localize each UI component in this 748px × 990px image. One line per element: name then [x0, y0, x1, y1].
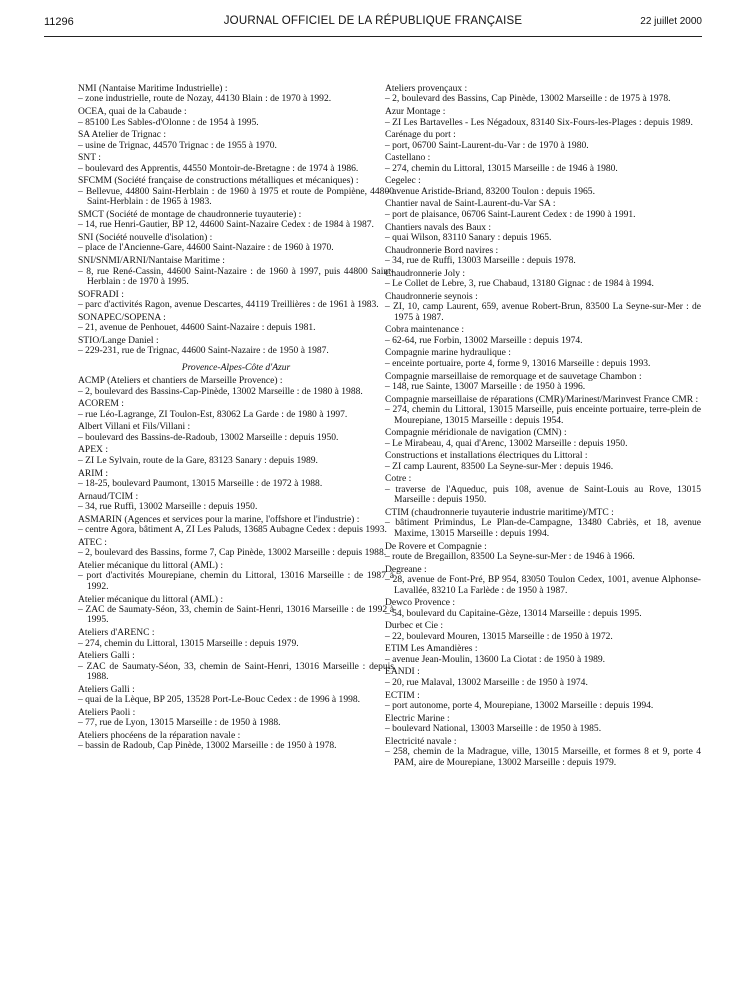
company-entry: [385, 176, 701, 197]
company-name: Carénage du port :: [385, 129, 456, 141]
company-address: – 8, rue René-Cassin, 44600 Saint-Nazaire : de 1960 à 1997, puis 44800 Saint-Herblain : de 1970 à 1995.: [78, 265, 394, 288]
company-entry: [78, 628, 394, 649]
company-address: – 2, boulevard des Bassins, Cap Pinède, 13002 Marseille : de 1975 à 1978.: [385, 93, 671, 105]
company-entry: [385, 269, 701, 290]
company-name: Atelier mécanique du littoral (AML) :: [78, 593, 224, 605]
company-address: – port de plaisance, 06706 Saint-Laurent Cedex : de 1990 à 1991.: [385, 208, 636, 220]
company-address: – zone industrielle, route de Nozay, 44130 Blain : de 1970 à 1992.: [78, 93, 332, 105]
company-entry: [78, 399, 394, 420]
company-address: – Bellevue, 44800 Saint-Herblain : de 1960 à 1975 et route de Pompiène, 44800 Saint-Herblain : de 1965 à 1983.: [78, 185, 394, 208]
company-name: SONAPEC/SOPENA :: [78, 311, 166, 323]
company-address: – 258, chemin de la Madrague, ville, 13015 Marseille, et formes 8 et 9, porte 4 PAM, aire de Mourepiane, 13002 Marseille : depuis 1979.: [385, 746, 701, 768]
company-name: Durbec et Cie :: [385, 620, 444, 632]
company-name: Cobra maintenance :: [385, 324, 464, 336]
page-header: [44, 12, 702, 37]
company-address: – 274, chemin du Littoral, 13015 Marseille : de 1946 à 1980.: [385, 162, 618, 174]
company-address: – 274, chemin du Littoral, 13015 Marseille : depuis 1979.: [78, 637, 299, 649]
company-name: De Rovere et Compagnie :: [385, 540, 487, 552]
publication-date: 22 juillet 2000: [640, 16, 702, 27]
company-address: – route de Bregaillon, 83500 La Seyne-sur-Mer : de 1946 à 1966.: [385, 550, 635, 562]
company-entry: [78, 313, 394, 334]
company-entry: [385, 84, 701, 105]
company-entry: [78, 256, 394, 287]
company-entry: [385, 644, 701, 665]
company-address: – boulevard National, 13003 Marseille : de 1950 à 1985.: [385, 723, 602, 735]
company-address: – parc d'activités Ragon, avenue Descartes, 44119 Treillières : de 1961 à 1983.: [78, 299, 379, 311]
company-name: Ateliers provençaux :: [385, 83, 468, 94]
company-address: – 18-25, boulevard Paumont, 13015 Marseille : de 1972 à 1988.: [78, 478, 323, 490]
company-entry: [78, 176, 394, 207]
company-entry: [78, 290, 394, 311]
company-address: – 20, rue Malaval, 13002 Marseille : de 1950 à 1974.: [385, 676, 588, 688]
company-entry: [385, 542, 701, 563]
company-entry: [385, 737, 701, 768]
company-entry: [78, 445, 394, 466]
company-entry: [385, 348, 701, 369]
company-entry: [78, 515, 394, 536]
company-name: Compagnie marseillaise de remorquage et de sauvetage Chambon :: [385, 370, 642, 382]
company-name: Chantiers navals des Baux :: [385, 221, 492, 233]
company-name: NMI (Nantaise Maritime Industrielle) :: [78, 83, 228, 94]
company-name: Castellano :: [385, 152, 431, 164]
company-address: – 14, rue Henri-Gautier, BP 12, 44600 Saint-Nazaire Cedex : de 1984 à 1987.: [78, 219, 374, 231]
company-entry: [385, 153, 701, 174]
company-address: – quai de la Lèque, BP 205, 13528 Port-Le-Bouc Cedex : de 1996 à 1998.: [78, 694, 361, 706]
company-address: – 229-231, rue de Trignac, 44600 Saint-Nazaire : de 1950 à 1987.: [78, 345, 329, 357]
company-address: – enceinte portuaire, porte 4, forme 9, 13016 Marseille : depuis 1993.: [385, 357, 651, 369]
company-name: ATEC :: [78, 536, 107, 548]
company-name: Cegelec :: [385, 175, 421, 187]
company-address: – place de l'Ancienne-Gare, 44600 Saint-Nazaire : de 1960 à 1970.: [78, 242, 334, 254]
company-name: Compagnie marseillaise de réparations (CMR)/Marinest/Marinvest France CMR :: [385, 393, 699, 405]
company-name: CTIM (chaudronnerie tuyauterie industrie maritime)/MTC :: [385, 506, 614, 518]
company-address: – avenue Jean-Moulin, 13600 La Ciotat : de 1950 à 1989.: [385, 653, 606, 665]
journal-title: JOURNAL OFFICIEL DE LA RÉPUBLIQUE FRANÇAISE: [223, 15, 523, 27]
company-name: Arnaud/TCIM :: [78, 490, 139, 502]
company-entry: [78, 685, 394, 706]
company-address: – 54, boulevard du Capitaine-Gèze, 13014 Marseille : depuis 1995.: [385, 607, 642, 619]
company-entry: [385, 508, 701, 539]
company-address: – Le Mirabeau, 4, quai d'Arenc, 13002 Marseille : depuis 1950.: [385, 437, 628, 449]
company-name: SOFRADI :: [78, 288, 124, 300]
company-entry: [78, 376, 394, 397]
company-name: ACOREM :: [78, 398, 124, 410]
company-address: – 2, boulevard des Bassins-Cap-Pinède, 13002 Marseille : de 1980 à 1988.: [78, 385, 363, 397]
company-name: ETIM Les Amandières :: [385, 643, 478, 655]
company-entry: [78, 233, 394, 254]
company-address: – port autonome, porte 4, Mourepiane, 13002 Marseille : depuis 1994.: [385, 699, 654, 711]
company-name: SMCT (Société de montage de chaudronnerie tuyauterie) :: [78, 208, 302, 220]
company-entry: [385, 223, 701, 244]
company-address: – ZAC de Saumaty-Séon, 33, chemin de Saint-Henri, 13016 Marseille : depuis 1988.: [78, 660, 394, 683]
company-name: Ateliers d'ARENC :: [78, 627, 155, 639]
company-entry: [78, 561, 394, 592]
company-entry: [78, 130, 394, 151]
company-entry: [78, 210, 394, 231]
company-name: Chaudronnerie Bord navires :: [385, 244, 499, 256]
company-name: Chantier naval de Saint-Laurent-du-Var SA :: [385, 198, 556, 210]
company-entry: [385, 428, 701, 449]
company-entry: [385, 714, 701, 735]
company-address: – avenue Aristide-Briand, 83200 Toulon : depuis 1965.: [385, 185, 595, 197]
company-address: – ZI camp Laurent, 83500 La Seyne-sur-Mer : depuis 1946.: [385, 460, 614, 472]
company-name: APEX :: [78, 444, 108, 456]
company-entry: [78, 422, 394, 443]
company-entry: [385, 395, 701, 426]
right-column: [385, 84, 701, 770]
company-name: Dewco Provence :: [385, 597, 455, 609]
company-address: – 2, boulevard des Bassins, forme 7, Cap Pinède, 13002 Marseille : depuis 1988.: [78, 547, 387, 559]
company-address: – port, 06700 Saint-Laurent-du-Var : de 1970 à 1980.: [385, 139, 589, 151]
company-name: SNT :: [78, 152, 101, 164]
company-name: SNI (Société nouvelle d'isolation) :: [78, 232, 213, 244]
company-address: – ZI Le Sylvain, route de la Gare, 83123 Sanary : depuis 1989.: [78, 454, 318, 466]
company-name: ARIM :: [78, 467, 108, 479]
company-entry: [78, 107, 394, 128]
company-entry: [385, 199, 701, 220]
company-address: – 34, rue de Ruffi, 13003 Marseille : depuis 1978.: [385, 255, 576, 267]
company-name: Ateliers Galli :: [78, 650, 135, 662]
company-name: OCEA, quai de la Cabaude :: [78, 106, 187, 118]
company-name: Compagnie méridionale de navigation (CMN) :: [385, 427, 567, 439]
company-address: – bassin de Radoub, Cap Pinède, 13002 Marseille : de 1950 à 1978.: [78, 740, 337, 752]
company-address: – centre Agora, bâtiment A, ZI Les Paluds, 13685 Aubagne Cedex : depuis 1993.: [78, 524, 387, 536]
company-name: SFCMM (Société française de constructions métalliques et mécaniques) :: [78, 175, 359, 187]
company-address: – Le Collet de Lebre, 3, rue Chabaud, 13180 Gignac : de 1984 à 1994.: [385, 278, 654, 290]
company-entry: [78, 153, 394, 174]
company-entry: [78, 731, 394, 752]
company-entry: [385, 107, 701, 128]
company-name: Ateliers Galli :: [78, 683, 135, 695]
company-entry: [385, 292, 701, 323]
company-address: – 22, boulevard Mouren, 13015 Marseille : de 1950 à 1972.: [385, 630, 613, 642]
company-name: Electricité navale :: [385, 735, 457, 747]
page-number: 11296: [44, 16, 74, 28]
company-name: ACMP (Ateliers et chantiers de Marseille Provence) :: [78, 375, 283, 387]
company-entry: [385, 451, 701, 472]
company-name: ASMARIN (Agences et services pour la marine, l'offshore et l'industrie) :: [78, 513, 360, 525]
company-name: EANDI :: [385, 666, 420, 678]
company-entry: [78, 595, 394, 626]
company-name: Ateliers Paoli :: [78, 706, 136, 718]
company-address: – boulevard des Bassins-de-Radoub, 13002 Marseille : depuis 1950.: [78, 431, 339, 443]
left-column: [78, 84, 394, 754]
company-entry: [385, 621, 701, 642]
company-address: – quai Wilson, 83110 Sanary : depuis 1965.: [385, 232, 552, 244]
company-name: Azur Montage :: [385, 106, 446, 118]
company-address: – port d'activités Mourepiane, chemin du Littoral, 13016 Marseille : de 1987 à 1992.: [78, 570, 394, 592]
company-address: – traverse de l'Aqueduc, puis 108, avenue de Saint-Louis au Rove, 13015 Marseille : depuis 1950.: [385, 483, 701, 506]
company-entry: [385, 130, 701, 151]
company-name: Cotre :: [385, 473, 412, 485]
company-name: ECTIM :: [385, 689, 420, 701]
company-name: SA Atelier de Trignac :: [78, 129, 167, 141]
company-entry: [78, 708, 394, 729]
company-address: – ZI Les Bartavelles - Les Négadoux, 83140 Six-Fours-les-Plages : depuis 1989.: [385, 116, 693, 128]
company-address: – 148, rue Sainte, 13007 Marseille : de 1950 à 1996.: [385, 381, 586, 393]
company-name: STIO/Lange Daniel :: [78, 334, 159, 346]
company-entry: [385, 372, 701, 393]
company-address: – boulevard des Apprentis, 44550 Montoir-de-Bretagne : de 1974 à 1986.: [78, 162, 359, 174]
company-name: Chaudronnerie Joly :: [385, 267, 466, 279]
company-entry: [385, 565, 701, 596]
company-entry: [385, 474, 701, 505]
company-entry: [385, 691, 701, 712]
company-name: Chaudronnerie seynois :: [385, 290, 478, 302]
company-address: – usine de Trignac, 44570 Trignac : de 1955 à 1970.: [78, 139, 277, 151]
company-name: Electric Marine :: [385, 712, 450, 724]
company-entry: [385, 246, 701, 267]
company-entry: [78, 336, 394, 357]
company-name: Ateliers phocéens de la réparation navale :: [78, 729, 241, 741]
company-address: – rue Léo-Lagrange, ZI Toulon-Est, 83062 La Garde : de 1980 à 1997.: [78, 408, 348, 420]
section-heading: Provence-Alpes-Côte d'Azur: [181, 361, 291, 373]
company-address: – 21, avenue de Penhouet, 44600 Saint-Nazaire : depuis 1981.: [78, 322, 316, 334]
company-address: – 28, avenue de Font-Pré, BP 954, 83050 Toulon Cedex, 1001, avenue Alphonse-Lavallée, 83210 La Farlède : de 1950 à 1987.: [385, 574, 701, 596]
company-name: Atelier mécanique du littoral (AML) :: [78, 559, 224, 571]
company-address: – bâtiment Primindus, Le Plan-de-Campagne, 13480 Cabriès, et 18, avenue Maxime, 13015 Marseille : depuis 1994.: [385, 517, 701, 539]
company-address: – 85100 Les Sables-d'Olonne : de 1954 à 1995.: [78, 116, 259, 128]
company-entry: [78, 651, 394, 682]
company-name: Compagnie marine hydraulique :: [385, 347, 511, 359]
company-name: Albert Villani et Fils/Villani :: [78, 421, 191, 433]
company-entry: [385, 325, 701, 346]
company-address: – 34, rue Ruffi, 13002 Marseille : depuis 1950.: [78, 501, 258, 513]
company-name: SNI/SNMI/ARNI/Nantaise Maritime :: [78, 255, 225, 267]
company-address: – ZAC de Saumaty-Séon, 33, chemin de Saint-Henri, 13016 Marseille : de 1992 à 1995.: [78, 603, 394, 626]
company-entry: [78, 538, 394, 559]
company-entry: [78, 84, 394, 105]
company-address: – 62-64, rue Forbin, 13002 Marseille : depuis 1974.: [385, 334, 583, 346]
company-entry: [385, 667, 701, 688]
company-entry: [78, 492, 394, 513]
company-entry: [78, 469, 394, 490]
company-name: Constructions et installations électriques du Littoral :: [385, 450, 588, 462]
company-entry: [385, 598, 701, 619]
company-address: – 274, chemin du Littoral, 13015 Marseille, puis enceinte portuaire, terre-plein de Mourepiane, 13015 Marseille : depuis 1954.: [385, 404, 701, 426]
company-name: Degreane :: [385, 563, 427, 575]
company-address: – ZI, 10, camp Laurent, 659, avenue Robert-Brun, 83500 La Seyne-sur-Mer : de 1975 à 1987.: [385, 301, 701, 323]
company-address: – 77, rue de Lyon, 13015 Marseille : de 1950 à 1988.: [78, 717, 281, 729]
